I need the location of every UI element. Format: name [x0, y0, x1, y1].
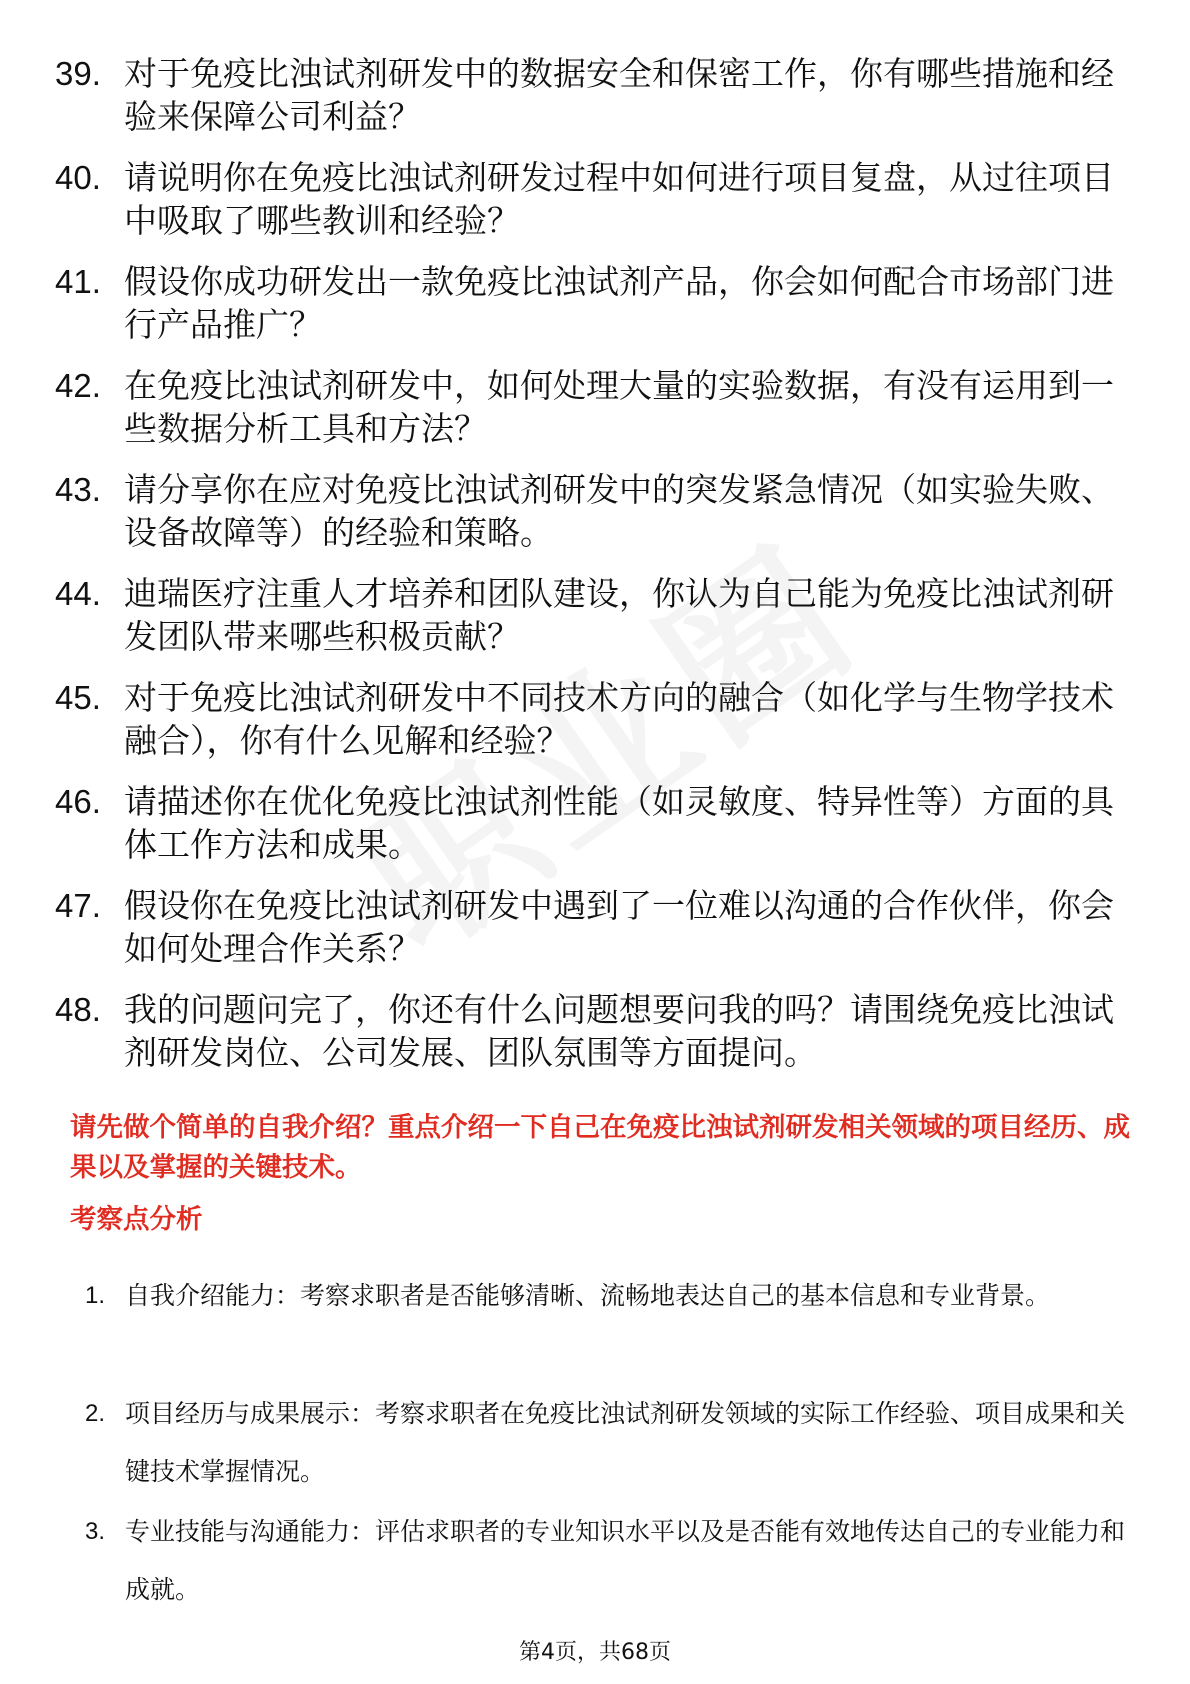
list-item: [55, 364, 1135, 468]
list-item: [85, 1503, 1125, 1621]
analysis-number: 2.: [85, 1400, 106, 1427]
list-item: [55, 260, 1135, 364]
question-number: 39.: [55, 55, 101, 92]
analysis-title: 考察点分析: [70, 1204, 203, 1235]
list-item: [55, 884, 1135, 988]
question-number: 48.: [55, 991, 101, 1028]
list-item: [85, 1385, 1125, 1503]
list-item: [55, 52, 1135, 156]
analysis-text: 项目经历与成果展示：考察求职者在免疫比浊试剂研发领域的实际工作经验、项目成果和关键技术掌握情况。: [125, 1399, 1126, 1486]
analysis-text: 专业技能与沟通能力：评估求职者的专业知识水平以及是否能有效地传达自己的专业能力和成就。: [125, 1517, 1126, 1604]
question-list: [55, 52, 1135, 1092]
question-number: 46.: [55, 783, 101, 820]
page-footer: 第4页，共68页: [519, 1640, 671, 1665]
question-text: 在免疫比浊试剂研发中，如何处理大量的实验数据，有没有运用到一些数据分析工具和方法？: [124, 366, 1114, 448]
question-text: 对于免疫比浊试剂研发中的数据安全和保密工作，你有哪些措施和经验来保障公司利益？: [124, 54, 1114, 136]
analysis-text: 自我介绍能力：考察求职者是否能够清晰、流畅地表达自己的基本信息和专业背景。: [125, 1281, 1051, 1310]
question-number: 41.: [55, 263, 101, 300]
list-item: [55, 156, 1135, 260]
question-number: 40.: [55, 159, 101, 196]
question-number: 43.: [55, 471, 101, 508]
question-text: 假设你在免疫比浊试剂研发中遇到了一位难以沟通的合作伙伴，你会如何处理合作关系？: [124, 886, 1114, 968]
question-text: 请描述你在优化免疫比浊试剂性能（如灵敏度、特异性等）方面的具体工作方法和成果。: [124, 782, 1114, 864]
question-number: 45.: [55, 679, 101, 716]
list-item: [55, 780, 1135, 884]
list-item: [55, 572, 1135, 676]
question-text: 请说明你在免疫比浊试剂研发过程中如何进行项目复盘，从过往项目中吸取了哪些教训和经验？: [124, 158, 1114, 240]
list-item: [55, 676, 1135, 780]
question-number: 42.: [55, 367, 101, 404]
list-item: [85, 1267, 1125, 1385]
question-text: 我的问题问完了，你还有什么问题想要问我的吗？请围绕免疫比浊试剂研发岗位、公司发展、团队氛围等方面提问。: [124, 990, 1114, 1072]
question-text: 迪瑞医疗注重人才培养和团队建设，你认为自己能为免疫比浊试剂研发团队带来哪些积极贡献？: [124, 574, 1114, 656]
highlight-question: 请先做个简单的自我介绍？重点介绍一下自己在免疫比浊试剂研发相关领域的项目经历、成果以及掌握的关键技术。: [70, 1112, 1130, 1183]
analysis-number: 3.: [85, 1518, 106, 1545]
question-text: 对于免疫比浊试剂研发中不同技术方向的融合（如化学与生物学技术融合），你有什么见解和经验？: [124, 678, 1114, 760]
question-text: 请分享你在应对免疫比浊试剂研发中的突发紧急情况（如实验失败、设备故障等）的经验和策略。: [124, 470, 1114, 552]
question-number: 47.: [55, 887, 101, 924]
analysis-list: [85, 1267, 1125, 1621]
question-number: 44.: [55, 575, 101, 612]
question-text: 假设你成功研发出一款免疫比浊试剂产品，你会如何配合市场部门进行产品推广？: [124, 262, 1114, 344]
list-item: [55, 468, 1135, 572]
analysis-number: 1.: [85, 1282, 106, 1309]
list-item: [55, 988, 1135, 1092]
